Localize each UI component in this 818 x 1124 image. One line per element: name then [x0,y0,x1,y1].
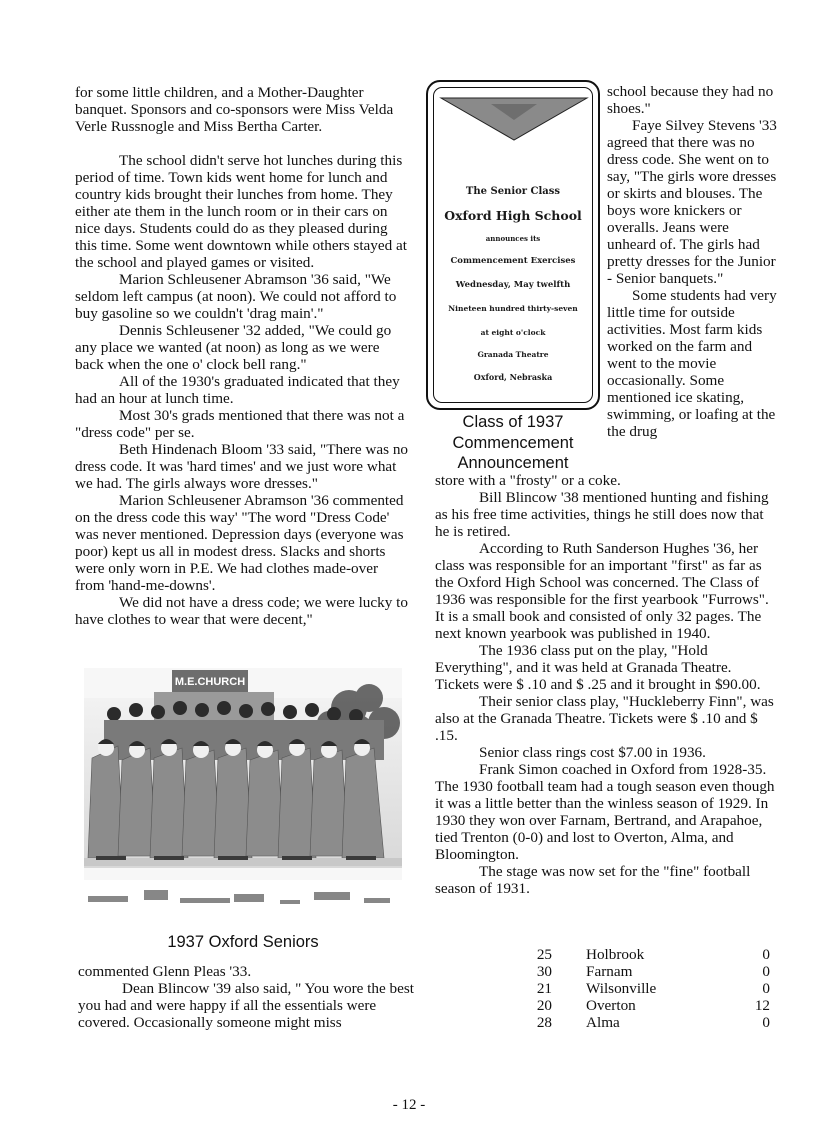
paragraph: Some students had very little time for outside activities. Most farm kids worked on the farm and went to the movie occasionally. Some mentioned ice skating, swimming, or loafing at the the drug [607,287,777,440]
caption-line: Announcement [457,454,569,472]
card-line: Granada Theatre [477,350,549,359]
paragraph: Senior class rings cost $7.00 in 1936. [479,744,706,761]
paragraph: store with a "frosty" or a coke. [435,472,621,489]
class-pennant-emblem [439,96,589,142]
class-photo-graphic [84,668,402,920]
oxford-score: 21 [536,980,552,997]
opponent-name: Overton [586,997,636,1014]
opponent-score: 0 [762,1014,770,1031]
caption-line: Class of 1937 [462,413,564,431]
table-row [500,997,770,1014]
paragraph: Dennis Schleusener '32 added, "We could go any place we wanted (at noon) as long as we were back when the one o' clock bell rang." [75,322,392,373]
card-line: announces its [485,234,541,243]
paragraph: Dean Blincow '39 also said, " You wore the best you had and were happy if all the essentials were covered. Occasionally someone might miss [78,980,414,1031]
photo-caption: 1937 Oxford Seniors [167,933,319,951]
column-right-narrow [607,83,779,440]
opponent-name: Holbrook [586,946,645,963]
paragraph: All of the 1930's graduated indicated that they had an hour at lunch time. [75,373,400,407]
opponent-score: 0 [762,946,770,963]
opponent-score: 0 [762,980,770,997]
opponent-score: 0 [762,963,770,980]
paragraph: Beth Hindenach Bloom '33 said, "There was no dress code. It was 'hard times' and we just wore what we had. The girls always wore dresses." [75,441,409,492]
paragraph: Their senior class play, "Huckleberry Finn", was also at the Granada Theatre. Tickets were $ .10 and $ .15. [435,693,774,744]
card-line: Commencement Exercises [450,256,576,266]
commencement-announcement-card [426,80,600,410]
card-caption [430,412,596,474]
caption-line: Commencement [452,433,574,452]
opponent-name: Alma [586,1014,620,1031]
paragraph: The 1936 class put on the play, "Hold Everything", and it was held at Granada Theatre. Tickets were $ .10 and $ .25 and it brought in $90.00. [435,642,761,693]
card-inner-border [433,87,593,403]
paragraph: We did not have a dress code; we were lucky to have clothes to wear that were decent," [75,594,408,628]
column-right-text [435,472,777,897]
column-left-text [75,84,411,628]
paragraph: commented Glenn Pleas '33. [78,963,252,980]
card-line: Nineteen hundred thirty-seven [448,304,578,313]
page-number: - 12 - [392,1097,426,1113]
card-line: The Senior Class [465,186,561,197]
paragraph: school because they had no shoes." [607,83,774,117]
oxford-score: 25 [536,946,552,963]
paragraph: for some little children, and a Mother-Daughter banquet. Sponsors and co-sponsors were Miss Velda Verle Russnogle and Miss Bertha Carter. [75,84,394,135]
card-line: Wednesday, May twelfth [455,280,571,290]
column-left-continued [78,963,420,1031]
paragraph: Bill Blincow '38 mentioned hunting and fishing as his free time activities, things he still does now that he is retired. [435,489,769,540]
card-line: at eight o'clock [480,328,546,337]
card-line: Oxford, Nebraska [473,372,553,382]
class-photo [84,668,402,920]
paragraph: According to Ruth Sanderson Hughes '36, her class was responsible for an important "first" as far as the Oxford High School was concerned. The Class of 1936 was responsible for the first yearbook "Furrows". It is a small book and consisted of only 32 pages. The next known yearbook was published in 1940. [435,540,769,642]
paragraph: Frank Simon coached in Oxford from 1928-35. The 1930 football team had a tough season even though it was a little better than the winless season of 1929. In 1930 they won over Farnam, Bertrand, and Arapahoe, tied Trenton (0-0) and lost to Overton, Alma, and Bloomington. [435,761,775,863]
church-sign-text: M.E.CHURCH [174,676,246,688]
oxford-score: 28 [536,1014,552,1031]
paragraph: The school didn't serve hot lunches during this period of time. Town kids went home for lunch and country kids brought their lunches from home. They either ate them in the lunch room or in their cars on nice days. Students could do as they pleased during this time. Some went downtown while others stayed at the school and played games or visited. [75,152,407,271]
opponent-score: 12 [754,997,770,1014]
paragraph: Most 30's grads mentioned that there was not a "dress code" per se. [75,407,405,441]
paragraph: The stage was now set for the "fine" football season of 1931. [435,863,751,897]
table-row [500,963,770,980]
oxford-score: 20 [536,997,552,1014]
paragraph: Faye Silvey Stevens '33 agreed that there was no dress code. She went on to say, "The girls wore dresses or skirts and blouses. The boys wore knickers or overalls. Jeans were unheard of. The girls had pretty dresses for the Junior - Senior banquets." [607,117,777,287]
paragraph: Marion Schleusener Abramson '36 commented on the dress code this way' "The word "Dress Code' was never mentioned. Depression days (everyone was poor) kept us all in modest dress. Slacks and shorts were only worn in P.E. We had clothes made-over from 'hand-me-downs'. [75,492,404,594]
table-row [500,1014,770,1031]
paragraph: Marion Schleusener Abramson '36 said, "We seldom left campus (at noon). We could not afford to buy gasoline so we couldn't 'drag main'." [75,271,397,322]
table-row [500,980,770,997]
opponent-name: Farnam [586,963,633,980]
card-line: Oxford High School [444,208,582,223]
oxford-score: 30 [536,963,552,980]
opponent-name: Wilsonville [586,980,657,997]
football-scores-table [500,946,770,1031]
table-row [500,946,770,963]
